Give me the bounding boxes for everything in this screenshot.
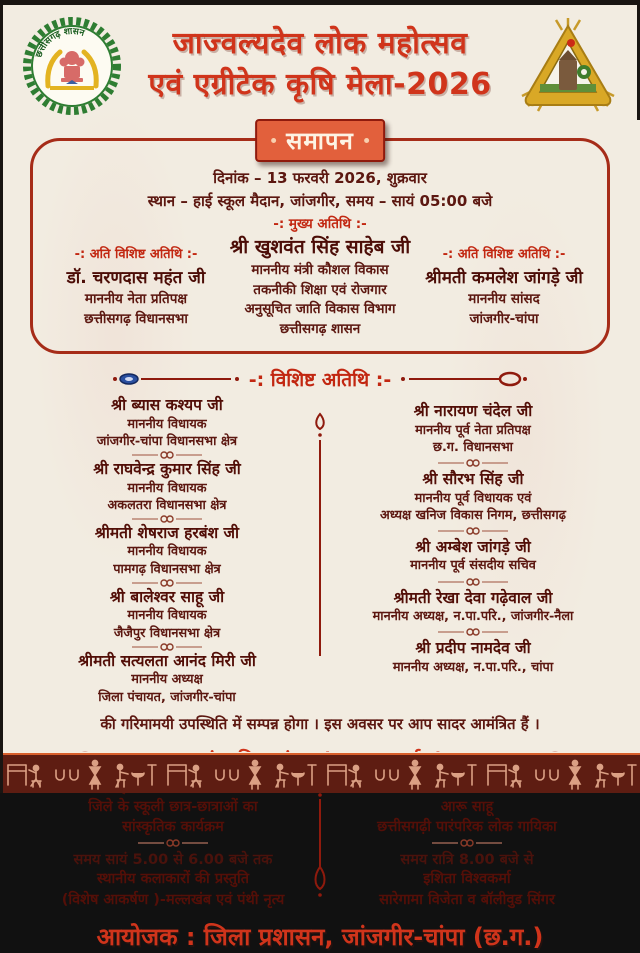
infinity-divider-icon [132, 450, 202, 460]
guest-name: श्रीमती रेखा देवा गढ़ेवाल जी [393, 588, 553, 607]
organizer-line: आयोजक : जिला प्रशासन, जांजगीर-चांपा (छ.ग.) [96, 922, 544, 951]
chhattisgarh-government-emblem [22, 16, 122, 120]
guest-designation: माननीय सांसद [468, 291, 540, 307]
guest-designation: माननीय अध्यक्ष [131, 672, 203, 688]
guest-designation: छत्तीसगढ़ शासन [279, 320, 361, 337]
infinity-divider-icon [438, 456, 508, 470]
special-guest-heading-row [0, 366, 640, 392]
guest-name: श्री अम्बेश जांगड़े जी [415, 538, 531, 557]
guest-designation: माननीय विधायक [127, 480, 207, 496]
guest-card-right [413, 234, 595, 329]
banner-dot-icon [364, 138, 369, 143]
scan-edge-top [0, 0, 640, 5]
guest-designation: पामगढ़ विधानसभा क्षेत्र [113, 561, 221, 577]
special-guest-entry [380, 470, 566, 524]
schedule-detail: जिले के स्कूली छात्र-छात्राओं का [88, 798, 258, 815]
guest-designation: छत्तीसगढ़ विधानसभा [84, 310, 188, 327]
special-guest-entry [97, 396, 237, 450]
tribal-figures-icon [0, 757, 160, 791]
guest-designation: छ.ग. विधानसभा [432, 439, 513, 455]
right-flourish-icon [399, 371, 529, 387]
special-guest-heading: -: विशिष्ट अतिथि :- [248, 369, 392, 392]
column-divider-ornament [309, 410, 331, 660]
footer-band [0, 752, 640, 793]
special-guest-entry [410, 538, 536, 575]
guest-designation: माननीय अध्यक्ष, न.पा.परि., जांजगीर-नैला [372, 609, 574, 625]
schedule-detail: (विशेष आकर्षण )-मल्लखंब एवं पंथी नृत्य [61, 891, 285, 908]
banner-label: समापन [286, 127, 354, 155]
title-line-1: जाज्वल्यदेव लोक महोत्सव [172, 26, 468, 61]
left-flourish-icon [111, 372, 241, 386]
guest-card-center [227, 230, 413, 339]
poster-title [122, 16, 518, 105]
schedule-artist: इशिता विश्वकर्मा [423, 871, 511, 888]
guest-name: श्री खुशवंत सिंह साहेब जी [229, 236, 411, 258]
title-line-2: एवं एग्रीटेक कृषि मेला-2026 [148, 66, 492, 102]
infinity-divider-icon [438, 625, 508, 639]
schedule-entry [62, 849, 285, 910]
guest-designation: जिला पंचायत, जांजगीर-चांपा [98, 689, 236, 705]
schedule-left-column [26, 777, 320, 910]
guest-name: श्रीमती सत्यलता आनंद मिरी जी [78, 651, 256, 670]
guest-name: श्रीमती शेषराज हरबंश जी [94, 524, 240, 543]
schedule-detail: सारेगामा विजेता व बॉलीवुड सिंगर [379, 891, 555, 908]
closing-ceremony-banner [255, 119, 385, 162]
guest-designation: माननीय पूर्व संसदीय सचिव [410, 558, 536, 574]
guest-designation: तकनीकी शिक्षा एवं रोजगार [253, 281, 387, 298]
schedule-entry [379, 849, 555, 910]
infinity-divider-icon [132, 514, 202, 524]
infinity-divider-icon [438, 524, 508, 538]
guest-name: श्री ब्यास कश्यप जी [111, 396, 223, 415]
chief-guest-box [30, 127, 610, 354]
guest-designation: अकलतरा विधानसभा क्षेत्र [107, 497, 227, 513]
guest-designation: जांजगीर-चांपा विधानसभा क्षेत्र [96, 433, 238, 449]
guest-name: श्री नारायण चंदेल जी [413, 402, 533, 421]
guest-designation: माननीय नेता प्रतिपक्ष [84, 291, 188, 307]
special-guest-list [0, 396, 640, 706]
guest-designation: माननीय पूर्व नेता प्रतिपक्ष [415, 422, 531, 438]
special-guest-left-column [14, 396, 320, 706]
tribal-figures-icon [160, 757, 320, 791]
guest-card-heading: -: अति विशिष्ट अतिथि :- [442, 247, 566, 262]
infinity-divider-icon [132, 642, 202, 652]
district-fair-emblem [518, 16, 618, 120]
invitation-closing-line: की गरिमामयी उपस्थिति में सम्पन्न होगा । इस अवसर पर आप सादर आमंत्रित हैं । [100, 714, 540, 733]
special-guest-entry [95, 524, 239, 578]
poster-header [0, 0, 640, 120]
banner-dot-icon [271, 138, 276, 143]
tribal-art-band [0, 755, 640, 793]
special-guest-entry [110, 588, 224, 642]
guest-designation: माननीय पूर्व विधायक एवं [414, 490, 532, 506]
guest-name: श्री बालेश्वर साहू जी [109, 587, 225, 606]
special-guest-entry [414, 402, 532, 456]
event-date: दिनांक – 13 फरवरी 2026, शुक्रवार [213, 169, 427, 187]
guest-designation: जैजैपुर विधानसभा क्षेत्र [113, 625, 221, 641]
guest-designation: माननीय विधायक [127, 416, 207, 432]
event-venue-time: स्थान – हाई स्कूल मैदान, जांजगीर, समय – सायं 05:00 बजे [147, 191, 493, 210]
schedule-right-column [320, 777, 614, 910]
guest-card-heading: -: अति विशिष्ट अतिथि :- [74, 247, 198, 262]
guest-name: डॉ. चरणदास महंत जी [66, 268, 206, 288]
scan-edge-left [0, 0, 3, 793]
special-guest-right-column [320, 396, 626, 706]
tribal-figures-icon [480, 757, 640, 791]
schedule-detail: सांस्कृतिक कार्यक्रम [122, 819, 224, 836]
guest-designation: माननीय अध्यक्ष, न.पा.परि., चांपा [392, 659, 554, 675]
tribal-figures-icon [320, 757, 480, 791]
guest-designation: अध्यक्ष खनिज विकास निगम, छत्तीसगढ़ [380, 507, 566, 523]
guest-designation: माननीय विधायक [127, 608, 207, 624]
chief-guest-row [45, 234, 595, 339]
guest-name: श्रीमती कमलेश जांगड़े जी [425, 268, 583, 288]
special-guest-entry [78, 652, 256, 706]
chief-guest-heading: -: मुख्य अतिथि :- [273, 216, 367, 232]
schedule-divider-ornament [309, 791, 331, 899]
special-guest-entry [93, 460, 241, 514]
schedule-artist: आरू साहू [440, 798, 494, 815]
schedule-time: समय रात्रि 8.00 बजे से [400, 852, 534, 869]
guest-name: श्री प्रदीप नामदेव जी [415, 639, 531, 658]
special-guest-entry [373, 589, 574, 626]
guest-designation: जांजगीर-चांपा [469, 310, 539, 327]
schedule-time: समय सायं 5.00 से 6.00 बजे तक [73, 852, 273, 869]
guest-designation: माननीय मंत्री कौशल विकास [251, 262, 389, 278]
emblem-arc-text: छत्तीसगढ़ शासन [34, 26, 86, 60]
guest-designation: अनुसूचित जाति विकास विभाग [244, 301, 396, 318]
cultural-schedule [0, 777, 640, 910]
schedule-detail: स्थानीय कलाकारों की प्रस्तुति [96, 871, 250, 888]
infinity-divider-icon [132, 578, 202, 588]
infinity-divider-icon [438, 575, 508, 589]
infinity-divider-icon [138, 837, 208, 849]
guest-name: श्री सौरभ सिंह जी [422, 470, 524, 489]
special-guest-entry [393, 639, 553, 676]
guest-name: श्री राघवेन्द्र कुमार सिंह जी [93, 460, 241, 479]
infinity-divider-icon [432, 837, 502, 849]
schedule-detail: छत्तीसगढ़ी पारंपरिक लोक गायिका [377, 819, 557, 836]
guest-designation: माननीय विधायक [127, 544, 207, 560]
guest-card-left [45, 234, 227, 329]
